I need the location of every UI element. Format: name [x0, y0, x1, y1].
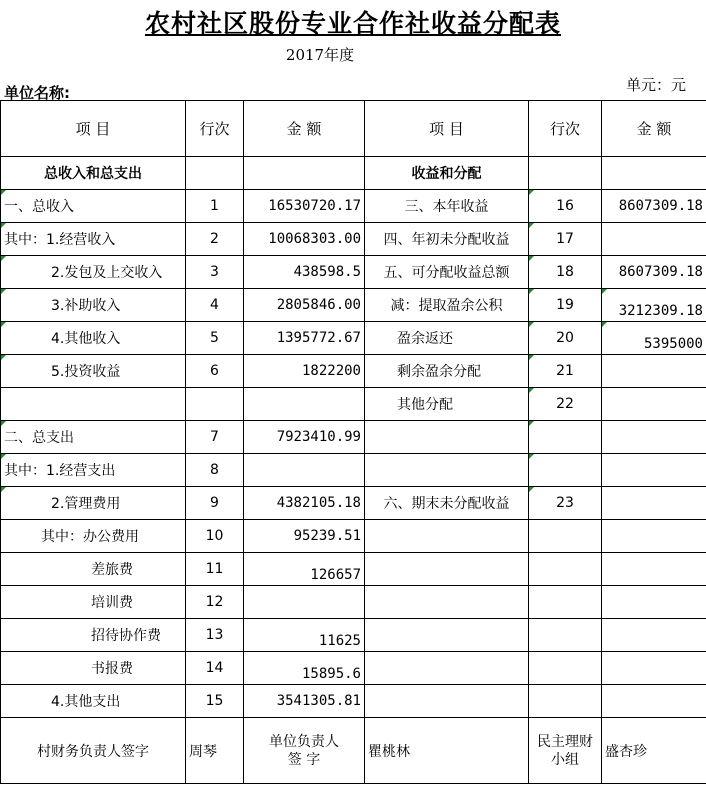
amount-cell-right[interactable]: [602, 520, 706, 553]
header-row-no-right: 行次: [529, 101, 602, 157]
amount-cell-right[interactable]: 8607309.18: [602, 256, 706, 289]
row-no[interactable]: 6: [186, 355, 244, 388]
amount-cell-right[interactable]: [602, 388, 706, 421]
item-cell-right[interactable]: 四、年初未分配收益: [365, 223, 529, 256]
item-cell[interactable]: 培训费: [1, 586, 186, 619]
item-cell[interactable]: [1, 388, 186, 421]
row-no[interactable]: [186, 388, 244, 421]
row-no-right[interactable]: 22: [529, 388, 602, 421]
finance-group-label-line1: 民主理财: [537, 733, 593, 750]
amount-cell[interactable]: 1822200: [244, 355, 365, 388]
table-row: [1, 322, 706, 355]
section-distribution[interactable]: 收益和分配: [365, 157, 529, 190]
table-row: [1, 355, 706, 388]
row-no-right[interactable]: [529, 454, 602, 487]
row-no[interactable]: 2: [186, 223, 244, 256]
distribution-table: [0, 100, 706, 784]
item-cell[interactable]: 二、总支出: [1, 421, 186, 454]
row-no-right[interactable]: 17: [529, 223, 602, 256]
row-no[interactable]: 13: [186, 619, 244, 652]
amount-cell[interactable]: 438598.5: [244, 256, 365, 289]
report-year: 2017年度: [285, 46, 355, 64]
village-finance-signature-label: 村财务负责人签字: [1, 718, 186, 784]
amount-cell-right[interactable]: [602, 421, 706, 454]
table-row: [1, 421, 706, 454]
amount-cell-right[interactable]: 8607309.18: [602, 190, 706, 223]
amount-cell-right[interactable]: [602, 157, 706, 190]
item-cell[interactable]: 其中：1.经营收入: [1, 223, 186, 256]
table-row: [1, 520, 706, 553]
amount-cell-right[interactable]: [602, 223, 706, 256]
amount-cell[interactable]: 95239.51: [244, 520, 365, 553]
amount-cell[interactable]: 2805846.00: [244, 289, 365, 322]
unit-head-label-line1: 单位负责人: [269, 733, 339, 750]
header-row: [1, 101, 706, 157]
row-no[interactable]: [186, 157, 244, 190]
header-amount: 金 额: [244, 101, 365, 157]
table-row: [1, 157, 706, 190]
item-cell[interactable]: 其中：1.经营支出: [1, 454, 186, 487]
item-cell-right[interactable]: [365, 454, 529, 487]
amount-cell-right[interactable]: [602, 553, 706, 586]
unit-head-signature[interactable]: 瞿桃林: [365, 718, 529, 784]
unit-name-label: 单位名称:: [4, 84, 70, 102]
item-cell-right[interactable]: 盈余返还: [365, 322, 529, 355]
item-cell-right[interactable]: [365, 553, 529, 586]
table-row: [1, 454, 706, 487]
table-row: [1, 289, 706, 322]
amount-cell-right[interactable]: [602, 355, 706, 388]
item-cell[interactable]: 2.管理费用: [1, 487, 186, 520]
row-no[interactable]: 1: [186, 190, 244, 223]
amount-cell[interactable]: 126657: [244, 553, 365, 586]
row-no[interactable]: 5: [186, 322, 244, 355]
item-cell-right[interactable]: 六、期末未分配收益: [365, 487, 529, 520]
amount-cell[interactable]: 10068303.00: [244, 223, 365, 256]
row-no[interactable]: 8: [186, 454, 244, 487]
item-cell[interactable]: 招待协作费: [1, 619, 186, 652]
table-row: [1, 388, 706, 421]
signature-row: [1, 718, 706, 784]
header-row-no: 行次: [186, 101, 244, 157]
finance-group-signature[interactable]: 盛杏珍: [602, 718, 706, 784]
row-no-right[interactable]: [529, 157, 602, 190]
row-no[interactable]: 10: [186, 520, 244, 553]
item-cell-right[interactable]: [365, 619, 529, 652]
amount-cell-right[interactable]: [602, 685, 706, 718]
row-no-right[interactable]: [529, 553, 602, 586]
row-no-right[interactable]: 16: [529, 190, 602, 223]
row-no-right[interactable]: 21: [529, 355, 602, 388]
row-no[interactable]: 14: [186, 652, 244, 685]
row-no-right[interactable]: [529, 520, 602, 553]
item-cell-right[interactable]: 剩余盈余分配: [365, 355, 529, 388]
row-no[interactable]: 12: [186, 586, 244, 619]
amount-cell-right[interactable]: 5395000: [602, 322, 706, 355]
item-cell-right[interactable]: 三、本年收益: [365, 190, 529, 223]
currency-unit-label: 单元：元: [625, 76, 686, 94]
row-no-right[interactable]: [529, 652, 602, 685]
amount-cell[interactable]: 7923410.99: [244, 421, 365, 454]
header-item-right: 项 目: [365, 101, 529, 157]
item-cell-right[interactable]: [365, 652, 529, 685]
finance-group-label: [529, 718, 602, 784]
amount-cell[interactable]: 1395772.67: [244, 322, 365, 355]
table-row: [1, 223, 706, 256]
item-cell[interactable]: 差旅费: [1, 553, 186, 586]
table-row: [1, 190, 706, 223]
item-cell[interactable]: 书报费: [1, 652, 186, 685]
row-no-right[interactable]: [529, 586, 602, 619]
header-item: 项 目: [1, 101, 186, 157]
row-no-right[interactable]: 19: [529, 289, 602, 322]
item-cell-right[interactable]: [365, 520, 529, 553]
amount-cell-right[interactable]: [602, 454, 706, 487]
amount-cell[interactable]: 15895.6: [244, 652, 365, 685]
amount-cell[interactable]: [244, 586, 365, 619]
unit-head-label-line2: 签 字: [287, 751, 321, 768]
table-row: [1, 553, 706, 586]
row-no-right[interactable]: 18: [529, 256, 602, 289]
amount-cell-right[interactable]: [602, 652, 706, 685]
item-cell-right[interactable]: [365, 685, 529, 718]
village-finance-signature[interactable]: 周琴: [186, 718, 244, 784]
item-cell[interactable]: 一、总收入: [1, 190, 186, 223]
amount-cell[interactable]: 3541305.81: [244, 685, 365, 718]
row-no-right[interactable]: 23: [529, 487, 602, 520]
item-cell[interactable]: 2.发包及上交收入: [1, 256, 186, 289]
row-no[interactable]: 7: [186, 421, 244, 454]
amount-cell-right[interactable]: [602, 586, 706, 619]
item-cell-right[interactable]: 减：提取盈余公积: [365, 289, 529, 322]
amount-cell-right[interactable]: [602, 487, 706, 520]
item-cell-right[interactable]: [365, 421, 529, 454]
row-no-right[interactable]: [529, 619, 602, 652]
item-cell[interactable]: 5.投资收益: [1, 355, 186, 388]
amount-cell[interactable]: 4382105.18: [244, 487, 365, 520]
table-row: [1, 652, 706, 685]
row-no-right[interactable]: 20: [529, 322, 602, 355]
table-row: [1, 256, 706, 289]
table-row: [1, 586, 706, 619]
amount-cell[interactable]: [244, 157, 365, 190]
row-no[interactable]: 4: [186, 289, 244, 322]
amount-cell[interactable]: [244, 454, 365, 487]
section-income-expense[interactable]: 总收入和总支出: [1, 157, 186, 190]
amount-cell[interactable]: 11625: [244, 619, 365, 652]
item-cell[interactable]: 4.其他支出: [1, 685, 186, 718]
table-row: [1, 619, 706, 652]
amount-cell-right[interactable]: 3212309.18: [602, 289, 706, 322]
row-no[interactable]: 9: [186, 487, 244, 520]
row-no-right[interactable]: [529, 421, 602, 454]
finance-group-label-line2: 小组: [551, 751, 579, 768]
item-cell[interactable]: 其中：办公费用: [1, 520, 186, 553]
item-cell[interactable]: 3.补助收入: [1, 289, 186, 322]
header-amount-right: 金 额: [602, 101, 706, 157]
item-cell-right[interactable]: 其他分配: [365, 388, 529, 421]
row-no-right[interactable]: [529, 685, 602, 718]
amount-cell[interactable]: 16530720.17: [244, 190, 365, 223]
item-cell-right[interactable]: [365, 586, 529, 619]
item-cell-right[interactable]: 五、可分配收益总额: [365, 256, 529, 289]
item-cell[interactable]: 4.其他收入: [1, 322, 186, 355]
row-no[interactable]: 11: [186, 553, 244, 586]
unit-head-signature-label: [244, 718, 365, 784]
amount-cell-right[interactable]: [602, 619, 706, 652]
amount-cell[interactable]: [244, 388, 365, 421]
table-row: [1, 487, 706, 520]
table-row: [1, 685, 706, 718]
row-no[interactable]: 3: [186, 256, 244, 289]
report-title: 农村社区股份专业合作社收益分配表: [144, 9, 561, 38]
row-no[interactable]: 15: [186, 685, 244, 718]
